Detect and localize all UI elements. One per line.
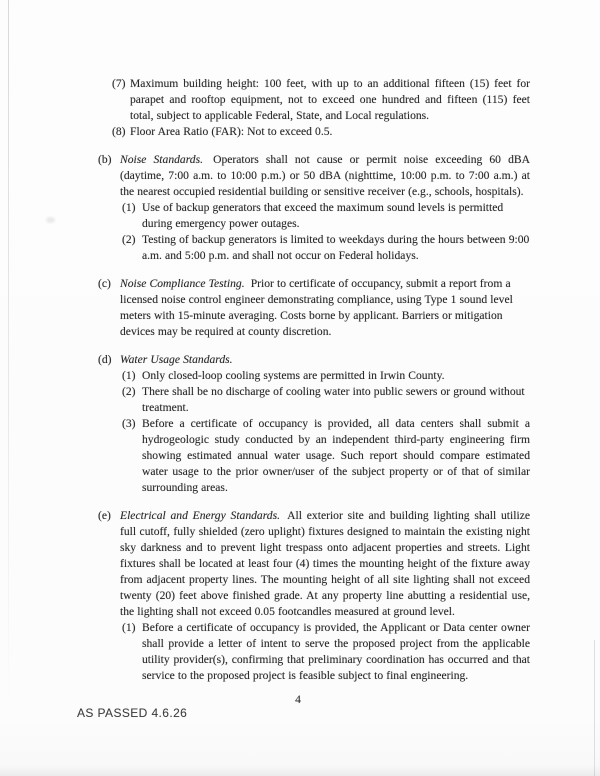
scan-smudge <box>46 217 55 223</box>
section-c-title: Noise Compliance Testing. <box>120 277 245 290</box>
section-e-paragraph <box>98 508 530 620</box>
section-d-marker: (d) <box>98 353 112 366</box>
page-number: 4 <box>295 693 301 706</box>
section-d-item-2-marker: (2) <box>122 385 136 398</box>
section-d-paragraph <box>98 352 530 368</box>
section-d-item-1-marker: (1) <box>122 369 136 382</box>
section-b-item-2-text: Testing of backup generators is limited to weekdays during the hours between 9:00 a.m. and 5:00 p.m. and shall not occur on Federal holidays. <box>142 233 530 262</box>
section-d-item-3-marker: (3) <box>122 417 136 430</box>
section-b-paragraph <box>98 152 530 200</box>
section-e-item-1-text: Before a certificate of occupancy is provided, the Applicant or Data center owner shall provide a letter of intent to serve the proposed project from the applicable utility provider(s), confirming that preliminary coordination has occurred and that service to the proposed project is feasible subject to final engineering. <box>142 621 530 682</box>
section-d-item-1-text: Only closed-loop cooling systems are permitted in Irwin County. <box>142 369 445 382</box>
section-d-item-2 <box>98 384 530 416</box>
section-b-title: Noise Standards. <box>120 153 203 166</box>
section-b-item-1-marker: (1) <box>122 201 136 214</box>
section-b-marker: (b) <box>98 153 112 166</box>
passed-stamp: AS PASSED 4.6.26 <box>77 706 188 720</box>
section-b-item-2 <box>98 232 530 264</box>
section-e-marker: (e) <box>98 509 111 522</box>
clause-7-marker: (7) <box>112 77 126 90</box>
section-d-item-1 <box>98 368 530 384</box>
section-c <box>98 276 530 340</box>
clause-8-text: Floor Area Ratio (FAR): Not to exceed 0.5. <box>130 125 333 138</box>
section-e-item-1 <box>98 620 530 684</box>
section-d <box>98 352 530 496</box>
section-d-title: Water Usage Standards. <box>120 353 233 366</box>
section-c-marker: (c) <box>98 277 111 290</box>
section-e-item-1-marker: (1) <box>122 621 136 634</box>
section-e-text: All exterior site and building lighting shall utilize full cutoff, fully shielded (zero uplight) fixtures designed to maintain the existing night sky darkness and to prevent light trespass onto adjacent properties and streets. Light fixtures shall be located at least four (4) times the mounting height of the fixture away from adjacent property lines. The mounting height of all site lighting shall not exceed twenty (20) feet above finished grade. At any property line abutting a residential use, the lighting shall not exceed 0.05 footcandles measured at ground level. <box>120 509 530 618</box>
section-d-item-3-text: Before a certificate of occupancy is provided, all data centers shall submit a hydrogeologic study conducted by an independent third-party engineering firm showing estimated annual water usage. Such report should compare estimated water usage to the prior owner/user of the subject property or of that of similar surrounding areas. <box>142 417 530 494</box>
section-c-paragraph <box>98 276 530 340</box>
section-b-text: Operators shall not cause or permit noise exceeding 60 dBA (daytime, 7:00 a.m. to 10:00 p.m.) or 50 dBA (nighttime, 10:00 p.m. to 7:00 a.m.) at the nearest occupied residential building or sensitive receiver (e.g., schools, hospitals). <box>120 153 530 198</box>
scan-shadow-bottom <box>0 765 600 776</box>
section-b <box>98 152 530 264</box>
section-e-title: Electrical and Energy Standards. <box>120 509 281 522</box>
clause-7 <box>98 76 530 124</box>
section-b-item-1 <box>98 200 530 232</box>
document-body <box>98 76 530 684</box>
clause-7-text: Maximum building height: 100 feet, with up to an additional fifteen (15) feet for parapet and rooftop equipment, not to exceed one hundred and fifteen (115) feet total, subject to applicable Federal, State, and Local regulations. <box>130 77 530 122</box>
section-e <box>98 508 530 684</box>
scan-edge-left <box>8 0 9 705</box>
section-d-item-3 <box>98 416 530 496</box>
clause-8 <box>98 124 530 140</box>
scan-edge-right <box>594 640 595 776</box>
section-c-text: Prior to certificate of occupancy, submit a report from a licensed noise control engineer demonstrating compliance, using Type 1 sound level meters with 15-minute averaging. Costs borne by applicant. Barriers or mitigation devices may be required at county discretion. <box>120 277 513 338</box>
section-b-item-2-marker: (2) <box>122 233 136 246</box>
section-d-item-2-text: There shall be no discharge of cooling water into public sewers or ground without treatment. <box>142 385 525 414</box>
section-b-item-1-text: Use of backup generators that exceed the maximum sound levels is permitted during emergency power outages. <box>142 201 504 230</box>
clause-8-marker: (8) <box>112 125 126 138</box>
